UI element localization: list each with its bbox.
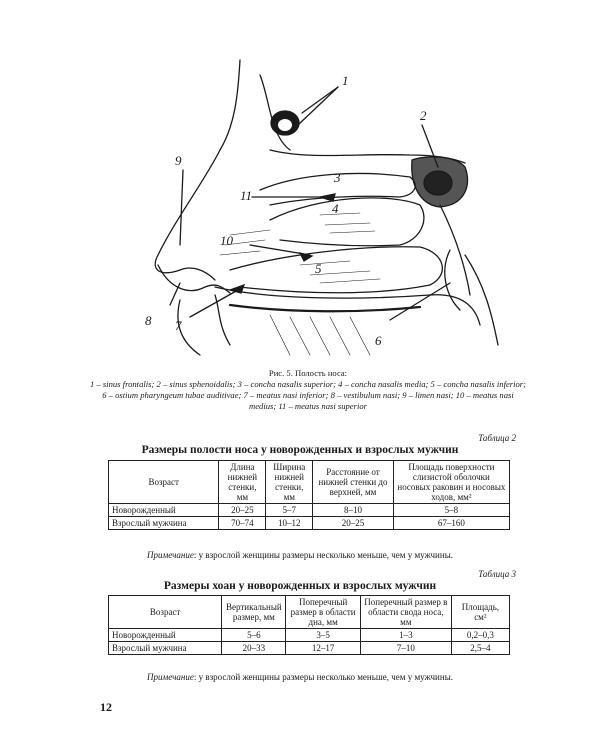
table3-cell: 12–17 (286, 642, 361, 655)
table3-title: Размеры хоан у новорожденных и взрослых мужчин (163, 580, 437, 592)
table-row (109, 642, 510, 655)
figure-caption (88, 368, 528, 412)
figure-label-1: 1 (342, 73, 349, 88)
table3-cell: 0,2–0,3 (451, 629, 509, 642)
table2-cell: 5–8 (393, 504, 509, 517)
figure-label-7: 7 (175, 318, 182, 333)
table2-cell: 8–10 (313, 504, 394, 517)
table3-header-area: Площадь, см² (451, 596, 509, 629)
table-row (109, 629, 510, 642)
page-number: 12 (100, 700, 112, 714)
table3-cell: Взрослый мужчина (109, 642, 222, 655)
table2-note-text: : у взрослой женщины размеры несколько меньше, чем у мужчины. (193, 550, 453, 560)
table2-cell: 67–160 (393, 517, 509, 530)
table2 (108, 460, 510, 530)
figure-label-8: 8 (145, 313, 152, 328)
table3-cell: Новорожденный (109, 629, 222, 642)
table2-cell: 20–25 (219, 504, 266, 517)
table3-note-label: Примечание (146, 672, 194, 682)
table3-cell: 20–33 (222, 642, 286, 655)
table2-title: Размеры полости носа у новорожденных и взрослых мужчин (141, 444, 459, 456)
figure-label-5: 5 (315, 261, 322, 276)
nasal-cavity-figure (120, 55, 500, 365)
figure-label-4: 4 (332, 201, 339, 216)
table3-label: Таблица 3 (478, 569, 516, 579)
table3-header-age: Возраст (109, 596, 222, 629)
table3-cell: 2,5–4 (451, 642, 509, 655)
table3-cell: 3–5 (286, 629, 361, 642)
table2-note (0, 550, 600, 560)
table3-header-vertical: Вертикальный размер, мм (222, 596, 286, 629)
table-row (109, 504, 510, 517)
table3-cell: 7–10 (360, 642, 451, 655)
figure-label-10: 10 (220, 233, 233, 248)
figure-label-9: 9 (175, 153, 182, 168)
table3-note-text: : у взрослой женщины размеры несколько меньше, чем у мужчины. (193, 672, 453, 682)
figure-label-2: 2 (420, 108, 427, 123)
figure-caption-title: Рис. 5. Полость носа: (268, 368, 348, 378)
table3-cell: 1–3 (360, 629, 451, 642)
table3-note (0, 672, 600, 682)
table2-header-length: Длина нижней стенки, мм (219, 461, 266, 504)
figure-label-6: 6 (375, 333, 382, 348)
table2-note-label: Примечание (146, 550, 194, 560)
figure-label-11: 11 (240, 188, 253, 203)
table2-cell: Взрослый мужчина (109, 517, 219, 530)
table3-cell: 5–6 (222, 629, 286, 642)
table3-header-transverse-vault: Поперечный размер в области свода носа, мм (360, 596, 451, 629)
table3-header-transverse-floor: Поперечный размер в области дна, мм (286, 596, 361, 629)
table-row (109, 517, 510, 530)
table2-cell: 70–74 (219, 517, 266, 530)
table2-header-distance: Расстояние от нижней стенки до верхней, мм (313, 461, 394, 504)
table3 (108, 595, 510, 655)
nasal-cavity-illustration (120, 55, 500, 365)
table2-header-age: Возраст (109, 461, 219, 504)
table2-header-width: Ширина нижней стенки, мм (266, 461, 313, 504)
table2-header-row (109, 461, 510, 504)
figure-caption-legend: 1 – sinus frontalis; 2 – sinus sphenoidalis; 3 – concha nasalis superior; 4 – concha nasalis media; 5 – concha nasalis inferior; 6 – ostium pharyngeum tubae auditivae; 7 – meatus nasi inferior; 8 – vestibulum nasi; 9 – limen nasi; 10 – meatus nasi medius; 11 – meatus nasi superior (89, 379, 527, 411)
table2-cell: 20–25 (313, 517, 394, 530)
table2-cell: 10–12 (266, 517, 313, 530)
table2-cell: Новорожденный (109, 504, 219, 517)
table3-header-row (109, 596, 510, 629)
table2-header-area: Площадь поверхности слизистой оболочки носовых раковин и носовых ходов, мм² (393, 461, 509, 504)
table2-cell: 5–7 (266, 504, 313, 517)
figure-label-3: 3 (334, 170, 341, 185)
table2-label: Таблица 2 (478, 433, 516, 443)
